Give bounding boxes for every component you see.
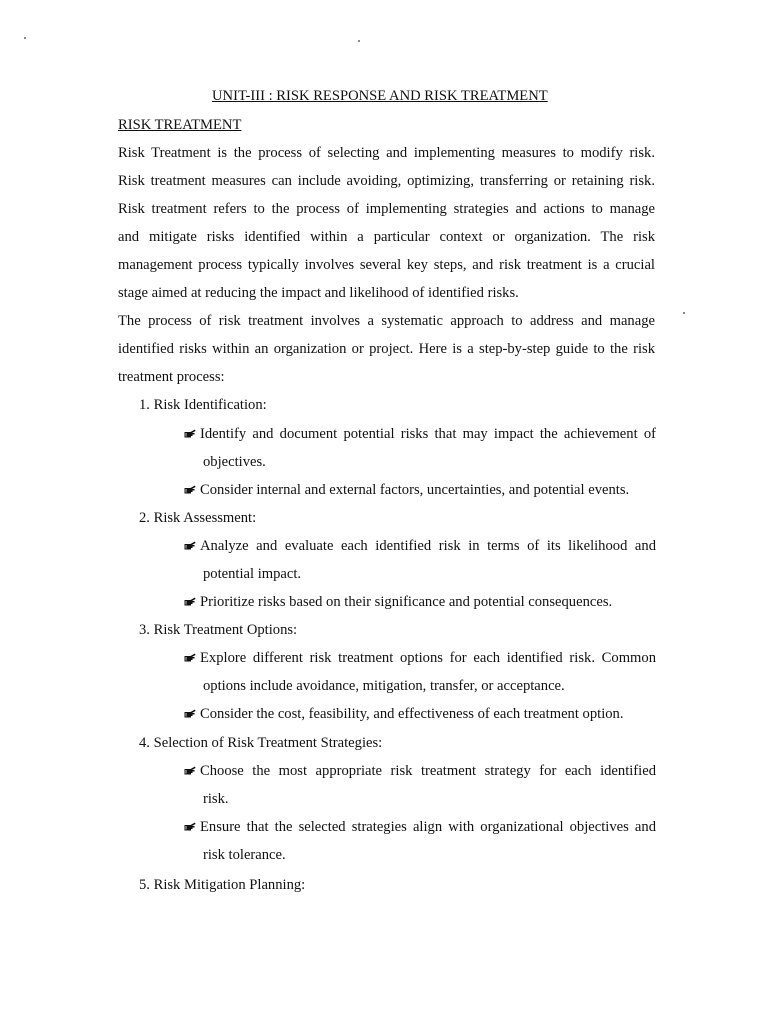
bullet-continuation: risk. [203, 791, 229, 807]
paragraph-line: Risk treatment refers to the process of implementing strategies and actions to manage [118, 201, 655, 217]
scan-speck [24, 37, 26, 39]
bullet-continuation: risk tolerance. [203, 847, 286, 863]
bullet-text: Consider internal and external factors, uncertainties, and potential events. [200, 482, 630, 498]
paragraph-line: The process of risk treatment involves a systematic approach to address and manage [118, 313, 655, 329]
bullet-text: Ensure that the selected strategies align with organizational objectives and [200, 819, 656, 835]
bullet-text: Consider the cost, feasibility, and effectiveness of each treatment option. [200, 706, 624, 722]
bullet-continuation: objectives. [203, 454, 266, 470]
bullet-continuation: potential impact. [203, 566, 302, 582]
step-heading: 2. Risk Assessment: [139, 510, 257, 526]
pointing-hand-icon [184, 428, 196, 439]
bullet-item [184, 761, 656, 781]
bullet-item [184, 536, 656, 556]
step-heading: 1. Risk Identification: [139, 397, 267, 413]
bullet-item [184, 817, 656, 837]
bullet-text: Prioritize risks based on their significance and potential consequences. [200, 594, 613, 610]
pointing-hand-icon [184, 484, 196, 495]
bullet-text: Identify and document potential risks that may impact the achievement of [200, 426, 656, 442]
bullet-text: Choose the most appropriate risk treatment strategy for each identified [200, 763, 656, 779]
paragraph-line: management process typically involves several key steps, and risk treatment is a crucial [118, 257, 655, 273]
step-heading: 3. Risk Treatment Options: [139, 622, 298, 638]
pointing-hand-icon [184, 540, 196, 551]
bullet-text: Analyze and evaluate each identified risk in terms of its likelihood and [200, 538, 656, 554]
paragraph-line: Risk Treatment is the process of selecting and implementing measures to modify risk. [118, 145, 655, 161]
page-title: UNIT-III : RISK RESPONSE AND RISK TREATMENT [212, 88, 548, 104]
bullet-continuation: options include avoidance, mitigation, transfer, or acceptance. [203, 678, 565, 694]
pointing-hand-icon [184, 765, 196, 776]
step-heading: 5. Risk Mitigation Planning: [139, 877, 306, 893]
pointing-hand-icon [184, 821, 196, 832]
step-heading: 4. Selection of Risk Treatment Strategies: [139, 735, 383, 751]
bullet-item [184, 704, 656, 724]
pointing-hand-icon [184, 652, 196, 663]
paragraph-line: and mitigate risks identified within a particular context or organization. The risk [118, 229, 655, 245]
bullet-text: Explore different risk treatment options for each identified risk. Common [200, 650, 656, 666]
scan-speck [683, 312, 685, 314]
bullet-item [184, 424, 656, 444]
bullet-item [184, 592, 656, 612]
pointing-hand-icon [184, 708, 196, 719]
bullet-item [184, 648, 656, 668]
scan-speck [358, 40, 360, 42]
bullet-item [184, 480, 656, 500]
pointing-hand-icon [184, 596, 196, 607]
paragraph-line: Risk treatment measures can include avoiding, optimizing, transferring or retaining risk. [118, 173, 655, 189]
paragraph-line: treatment process: [118, 369, 225, 385]
paragraph-line: identified risks within an organization or project. Here is a step-by-step guide to the risk [118, 341, 655, 357]
paragraph-line: stage aimed at reducing the impact and likelihood of identified risks. [118, 285, 519, 301]
section-heading: RISK TREATMENT [118, 117, 242, 133]
